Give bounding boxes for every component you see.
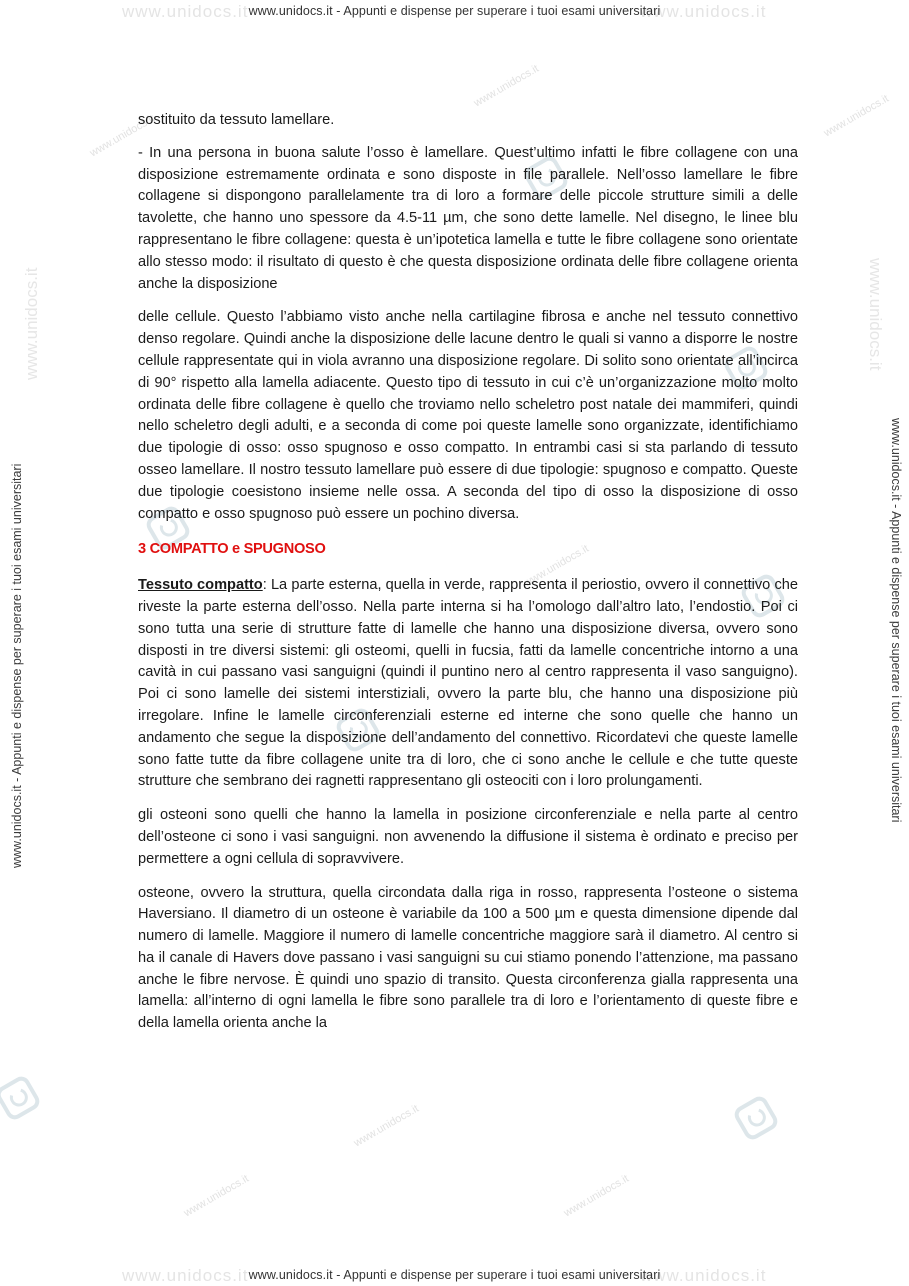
page-footer: www.unidocs.it - Appunti e dispense per superare i tuoi esami universitari [248, 1268, 661, 1282]
paragraph: gli osteoni sono quelli che hanno la lamella in posizione circonferenziale e nella parte al centro dell’osteone ci sono i vasi sanguigni. non avvenendo la diffusione il sistema è ordinato e preciso per permettere a ogni cellula di sopravvivere. [138, 807, 798, 867]
paragraph-text: : La parte esterna, quella in verde, rappresenta il periostio, ovvero il connettivo che riveste la parte esterna dell’osso. Nella parte interna si ha l’omologo dall’altro lato, l’endostio. Poi ci sono tutta una serie di strutture fatte di lamelle che hanno una disposizione diversa, ovvero sono disposti in tre diversi sistemi: gli osteomi, quelli in fucsia, fatti da lamelle concentriche intorno a una cavità in cui passano vasi sanguigni (quindi il puntino nero al centro rappresenta il vaso sanguigno). Poi ci sono lamelle dei sistemi interstiziali, ovvero la parte blu, che hanno una disposizione più irregolare. Infine le lamelle circonferenziali esterne ed interne che sono quelle che hanno un andamento che segue la disposizione dell’andamento del connettivo. Ricordatevi che queste lamelle sono fatte tutte da fibre collagene unite tra di loro, che ci sono anche le cellule e che tutte queste strutture che sembrano dei ragnetti rappresentano gli osteociti con i loro prolungamenti. [138, 577, 798, 790]
paragraph: - In una persona in buona salute l’osso è lamellare. Quest’ultimo infatti le fibre collagene con una disposizione estremamente ordinata e sono disposte in file parallele. Nell’osso lamellare le fibre collagene si dispongono parallelamente tra di loro a formare delle piccole strutture simili a delle tavolette, che hanno uno spessore da 4.5-11 µm, che sono dette lamelle. Nel disegno, le linee blu rappresentano le fibre collagene: questa è un’ipotetica lamella e tutte le fibre collagene sono orientate allo stesso modo: il risultato di questo è che questa disposizione ordinata delle fibre collagene orienta anche la disposizione [138, 144, 798, 292]
watermark-diagonal: www.unidocs.it [87, 112, 157, 160]
unidocs-logo-icon [0, 1073, 43, 1122]
watermark-diagonal: www.unidocs.it [561, 1172, 631, 1220]
paragraph: osteone, ovvero la struttura, quella circondata dalla riga in rosso, rappresenta l’osteone o sistema Haversiano. Il diametro di un osteone è variabile da 100 a 500 µm e questa dimensione dipende dal numero di lamelle. Maggiore il numero di lamelle concentriche maggiore sarà il diametro. Al centro si ha il canale di Havers dove passano i vasi sanguigni su cui stiamo ponendo l’attenzione, ma passano anche le fibre nervose. È quindi uno spazio di transito. Questa circonferenza gialla rappresenta una lamella: all’interno di ogni lamella le fibre sono parallele tra di loro e l’orientamento di queste fibre e della lamella orienta anche la [138, 884, 798, 1032]
watermark-diagonal: www.unidocs.it [471, 62, 541, 110]
watermark-ghost-footer-right: www.unidocs.it [640, 1266, 767, 1285]
side-watermark-right: www.unidocs.it - Appunti e dispense per superare i tuoi esami universitari [889, 418, 903, 823]
watermark-ghost-footer-left: www.unidocs.it [122, 1266, 249, 1285]
paragraph: delle cellule. Questo l’abbiamo visto anche nella cartilagine fibrosa e anche nel tessuto connettivo denso regolare. Quindi anche la disposizione delle lacune dentro le quali si vanno a disporre le nostre cellule rappresentate qui in viola avranno una disposizione regolare. Di solito sono orientate all’incirca di 90° rispetto alla lamella adiacente. Questo tipo di tessuto in cui c’è un’organizzazione molto molto ordinata delle fibre collagene è quello che troviamo nello scheletro post natale dei mammiferi, quindi nello scheletro degli adulti, e a seconda di come poi queste lamelle sono organizzate, identifichiamo due tipologie di osso: osso spugnoso e osso compatto. In entrambi casi si sta parlando di tessuto osseo lamellare. Il nostro tessuto lamellare può essere di due tipologie: spugnoso e compatto. Queste due tipologie coesistono insieme nelle ossa. A seconda del tipo di osso la disposizione di osso compatto e osso spugnoso può essere un pochino diversa. [138, 309, 798, 522]
side-watermark-left: www.unidocs.it - Appunti e dispense per superare i tuoi esami universitari [10, 463, 24, 868]
watermark-ghost-header-left: www.unidocs.it [122, 2, 249, 21]
watermark-ghost-header-right: www.unidocs.it [640, 2, 767, 21]
paragraph-compact-tissue [138, 575, 798, 793]
watermark-diagonal: www.unidocs.it [521, 542, 591, 590]
side-ghost-left: www.unidocs.it [22, 267, 41, 380]
unidocs-logo-icon [731, 1093, 780, 1142]
section-heading: 3 COMPATTO e SPUGNOSO [138, 541, 326, 558]
watermark-diagonal: www.unidocs.it [181, 1172, 251, 1220]
side-ghost-right: www.unidocs.it [866, 258, 885, 371]
watermark-diagonal: www.unidocs.it [821, 92, 891, 140]
term-compact-tissue: Tessuto compatto [138, 577, 263, 594]
watermark-diagonal: www.unidocs.it [351, 1102, 421, 1150]
document-body [138, 110, 798, 1047]
paragraph: sostituito da tessuto lamellare. [138, 112, 335, 128]
page-header: www.unidocs.it - Appunti e dispense per superare i tuoi esami universitari [248, 4, 661, 18]
